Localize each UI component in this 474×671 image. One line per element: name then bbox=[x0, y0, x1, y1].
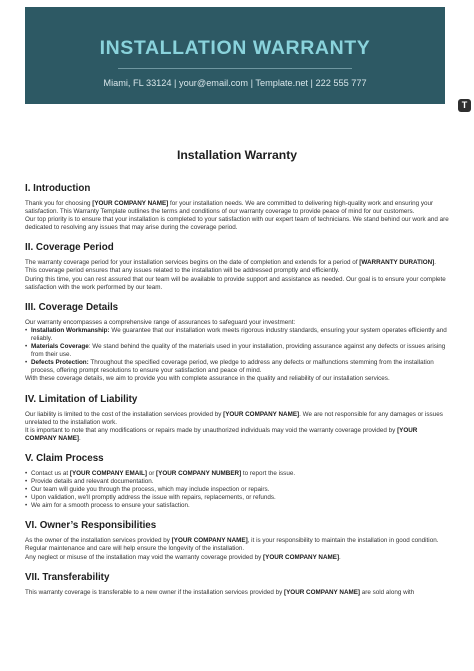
list-item: • Upon validation, we'll promptly address the issue with repairs, replacements, or refunds. bbox=[31, 494, 449, 502]
template-logo-icon[interactable]: T bbox=[458, 99, 471, 112]
letterhead-contact: Miami, FL 33124 | your@email.com | Template.net | 222 555 777 bbox=[103, 78, 367, 88]
list-item: • Materials Coverage: We stand behind the quality of the materials used in your installation, providing assurance against any defects or issues arising from their use. bbox=[31, 343, 449, 359]
claim-steps-list bbox=[25, 470, 449, 510]
section-heading: III. Coverage Details bbox=[25, 301, 119, 313]
section-heading: IV. Limitation of Liability bbox=[25, 393, 138, 405]
list-item: • Defects Protection: Throughout the specified coverage period, we pledge to address any defects or malfunctions stemming from the installation process, offering prompt resolutions to ensure your satisfaction and peace of mind. bbox=[31, 359, 449, 375]
section-paragraph: Thank you for choosing [YOUR COMPANY NAME] for your installation needs. We are committed to delivering high-quality work and ensuring your satisfaction. This Warranty Template outlines the terms and conditions of our warranty coverage to provide peace of mind for our customers. bbox=[25, 200, 434, 216]
list-item: • Provide details and relevant documentation. bbox=[31, 478, 449, 486]
section-transferability bbox=[25, 572, 449, 597]
section-paragraph: Any neglect or misuse of the installation may void the warranty coverage provided by [YOUR COMPANY NAME]. bbox=[25, 553, 341, 561]
section-paragraph: It is important to note that any modifications or repairs made by unauthorized individuals may void the warranty coverage provided by [YOUR COMPANY NAME]. bbox=[25, 426, 418, 442]
document-title: Installation Warranty bbox=[176, 148, 298, 162]
section-heading: VI. Owner’s Responsibilities bbox=[25, 520, 157, 532]
coverage-list bbox=[25, 327, 449, 376]
list-item: • Our team will guide you through the process, which may include inspection or repairs. bbox=[31, 486, 449, 494]
document-body bbox=[25, 140, 449, 607]
list-item: • Installation Workmanship: We guarantee that our installation work meets rigorous industry standards, ensuring your system operates efficiently and reliably. bbox=[31, 327, 449, 343]
section-paragraph: During this time, you can rest assured that our team will be available to provide support and assistance as needed. Our goal is to ensure your complete satisfaction with the work performed by our team. bbox=[25, 275, 446, 291]
section-paragraph: As the owner of the installation services provided by [YOUR COMPANY NAME], it is your responsibility to maintain the installation in good condition. Regular maintenance and care will help ensure the longevity of the installation. bbox=[25, 537, 439, 553]
letterhead-divider bbox=[118, 68, 352, 69]
section-claim-process bbox=[25, 453, 449, 510]
section-paragraph: With these coverage details, we aim to provide you with complete assurance in the quality and reliability of our installation services. bbox=[25, 375, 390, 383]
section-paragraph: Our warranty encompasses a comprehensive range of assurances to safeguard your investment: bbox=[25, 318, 296, 326]
section-heading: II. Coverage Period bbox=[25, 242, 114, 254]
section-owner-responsibilities bbox=[25, 520, 449, 561]
section-paragraph: This warranty coverage is transferable to a new owner if the installation services provided by [YOUR COMPANY NAME] are sold along with bbox=[25, 588, 415, 596]
section-paragraph: The warranty coverage period for your installation services begins on the date of completion and extends for a period of [WARRANTY DURATION]. This coverage period ensures that any issues related to the installation will be addressed promptly and efficiently. bbox=[25, 259, 437, 275]
section-heading: V. Claim Process bbox=[25, 452, 104, 464]
list-item: • We aim for a smooth process to ensure your satisfaction. bbox=[31, 502, 449, 510]
section-paragraph: Our top priority is to ensure that your installation is completed to your satisfaction with our expert team of technicians. We stand behind our work and are dedicated to resolving any issues that may arise during the coverage period. bbox=[25, 216, 449, 232]
section-limitation bbox=[25, 394, 449, 443]
section-heading: I. Introduction bbox=[25, 183, 91, 194]
letterhead-banner bbox=[25, 7, 445, 104]
letterhead-title: INSTALLATION WARRANTY bbox=[99, 37, 371, 59]
section-coverage-period bbox=[25, 242, 449, 291]
list-item: • Contact us at [YOUR COMPANY EMAIL] or [YOUR COMPANY NUMBER] to report the issue. bbox=[31, 470, 449, 478]
section-paragraph: Our liability is limited to the cost of the installation services provided by [YOUR COMPANY NAME]. We are not responsible for any damages or issues unrelated to the installation work. bbox=[25, 410, 443, 426]
section-introduction bbox=[25, 183, 449, 232]
section-coverage-details bbox=[25, 302, 449, 384]
section-heading: VII. Transferability bbox=[25, 571, 110, 583]
